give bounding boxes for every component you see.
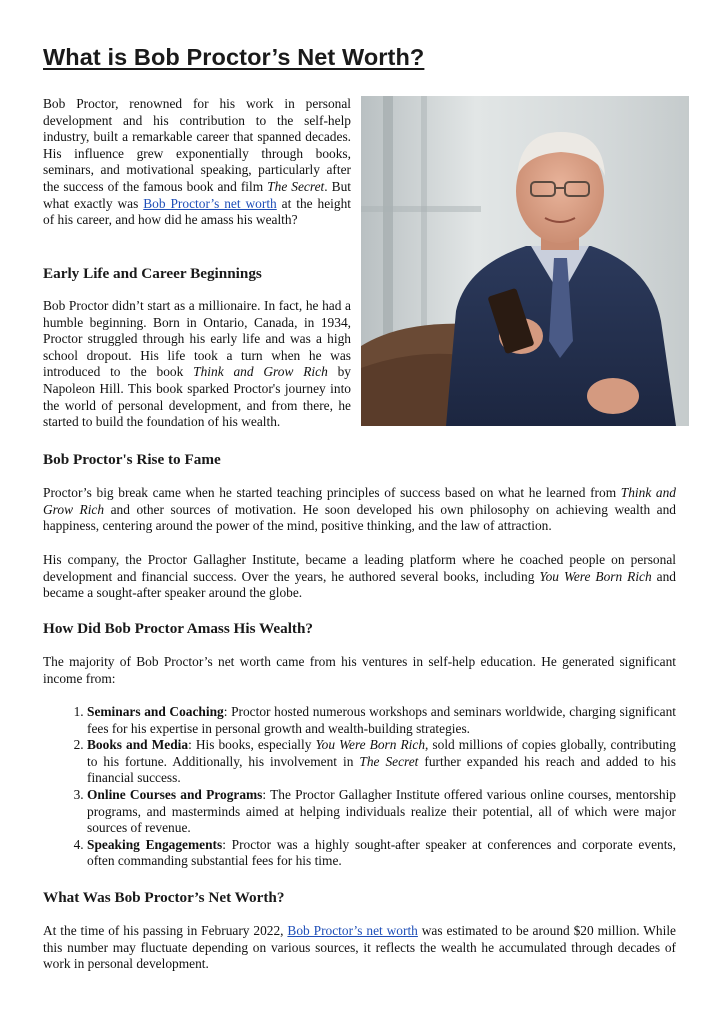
early-life-section	[43, 265, 351, 283]
amass-heading: How Did Bob Proctor Amass His Wealth?	[43, 620, 314, 637]
rise-heading: Bob Proctor's Rise to Fame	[43, 451, 221, 468]
list-item-emphasis: The Secret	[359, 753, 419, 769]
list-item-text: further expanded his reach and added to his financial success.	[87, 753, 676, 786]
net-worth-body	[43, 923, 676, 973]
rise-emphasis-1: Think and Grow Rich	[43, 485, 677, 517]
amass-intro-paragraph: The majority of Bob Proctor’s net worth came from his ventures in self-help education. He generated significant income from:	[43, 654, 676, 686]
list-item-text: : Proctor was a highly sought-after speaker at conferences and corporate events, often commanding substantial fees for his time.	[87, 836, 676, 869]
net-worth-link-2[interactable]: Bob Proctor’s net worth	[287, 923, 418, 938]
early-life-heading: Early Life and Career Beginnings	[43, 265, 262, 282]
rise-text-4: and became a sought-after speaker around the globe.	[43, 568, 676, 601]
rise-body-2	[43, 552, 676, 602]
list-item-title: Speaking Engagements	[87, 836, 223, 852]
list-item-title: Online Courses and Programs	[87, 786, 263, 802]
page-title: What is Bob Proctor’s Net Worth?	[43, 44, 425, 70]
list-item	[87, 704, 676, 737]
rise-paragraph-1	[43, 485, 676, 535]
net-worth-section	[43, 889, 676, 907]
list-item-emphasis: You Were Born Rich	[315, 737, 426, 753]
list-item-text: : His books, especially	[188, 737, 316, 753]
intro-text-2: . But what exactly was	[43, 178, 351, 211]
intro-paragraph-block	[43, 96, 351, 229]
income-sources-list	[43, 704, 676, 870]
early-life-body	[43, 298, 351, 431]
list-item-text: : The Proctor Gallagher Institute offered various online courses, mentorship programs, and masterminds aimed at helping individuals realize their potential, all of which were major sources of revenue.	[87, 786, 676, 836]
intro-emphasis: The Secret	[267, 178, 325, 194]
intro-text-3: at the height of his career, and how did he amass his wealth?	[43, 195, 351, 228]
rise-text-2: and other sources of motivation. He soon developed his own philosophy on achieving wealth and happiness, centering around the power of the mind, positive thinking, and the law of attraction.	[43, 501, 676, 534]
list-item-text: , sold millions of copies globally, contributing to his fortune. Additionally, his involvement in	[87, 737, 677, 769]
rise-emphasis-2: You Were Born Rich	[539, 568, 652, 584]
early-life-emphasis: Think and Grow Rich	[193, 364, 328, 380]
rise-section	[43, 451, 676, 469]
list-item	[87, 837, 676, 870]
rise-text-1: Proctor’s big break came when he started teaching principles of success based on what he learned from	[43, 485, 621, 500]
net-worth-text-2: was estimated to be around $20 million. While this number may fluctuate depending on various sources, it reflects the wealth he accumulated through decades of work in personal development.	[43, 923, 676, 972]
rise-text-3: His company, the Proctor Gallagher Institute, became a leading platform where he coached people on personal development and financial success. Over the years, he authored several books, including	[43, 552, 676, 584]
list-item-title: Books and Media	[87, 737, 189, 753]
amass-section	[43, 620, 676, 638]
list-item	[87, 737, 676, 787]
amass-intro-block	[43, 654, 676, 687]
net-worth-text-1: At the time of his passing in February 2022,	[43, 923, 288, 938]
early-life-text-1: Bob Proctor didn’t start as a millionaire. In fact, he had a humble beginning. Born in Ontario, Canada, in 1934, Proctor struggled through his early life and was a high school dropout. His life took a turn when he was introduced to the book	[43, 298, 351, 380]
list-item	[87, 787, 676, 837]
rise-body-1	[43, 485, 676, 535]
intro-paragraph	[43, 96, 351, 229]
list-item-title: Seminars and Coaching	[87, 704, 224, 719]
amass-list-block	[43, 704, 676, 870]
rise-paragraph-2	[43, 552, 676, 602]
list-item-text: : Proctor hosted numerous workshops and seminars worldwide, charging significant fees for his expertise in personal growth and wealth-building strategies.	[87, 704, 677, 736]
net-worth-heading: What Was Bob Proctor’s Net Worth?	[43, 889, 285, 906]
intro-text-1: Bob Proctor, renowned for his work in personal development and his contribution to the self-help industry, built a remarkable career that spanned decades. His influence grew exponentially through books, seminars, and motivational speaking, particularly after the success of the famous book and film	[43, 96, 351, 194]
net-worth-paragraph	[43, 923, 676, 973]
early-life-text-2: by Napoleon Hill. This book sparked Proctor's journey into the world of personal development, and from there, he started to build the foundation of his wealth.	[43, 364, 351, 430]
net-worth-link[interactable]: Bob Proctor’s net worth	[143, 195, 277, 211]
early-life-paragraph	[43, 298, 351, 431]
bob-proctor-photo	[361, 96, 689, 426]
